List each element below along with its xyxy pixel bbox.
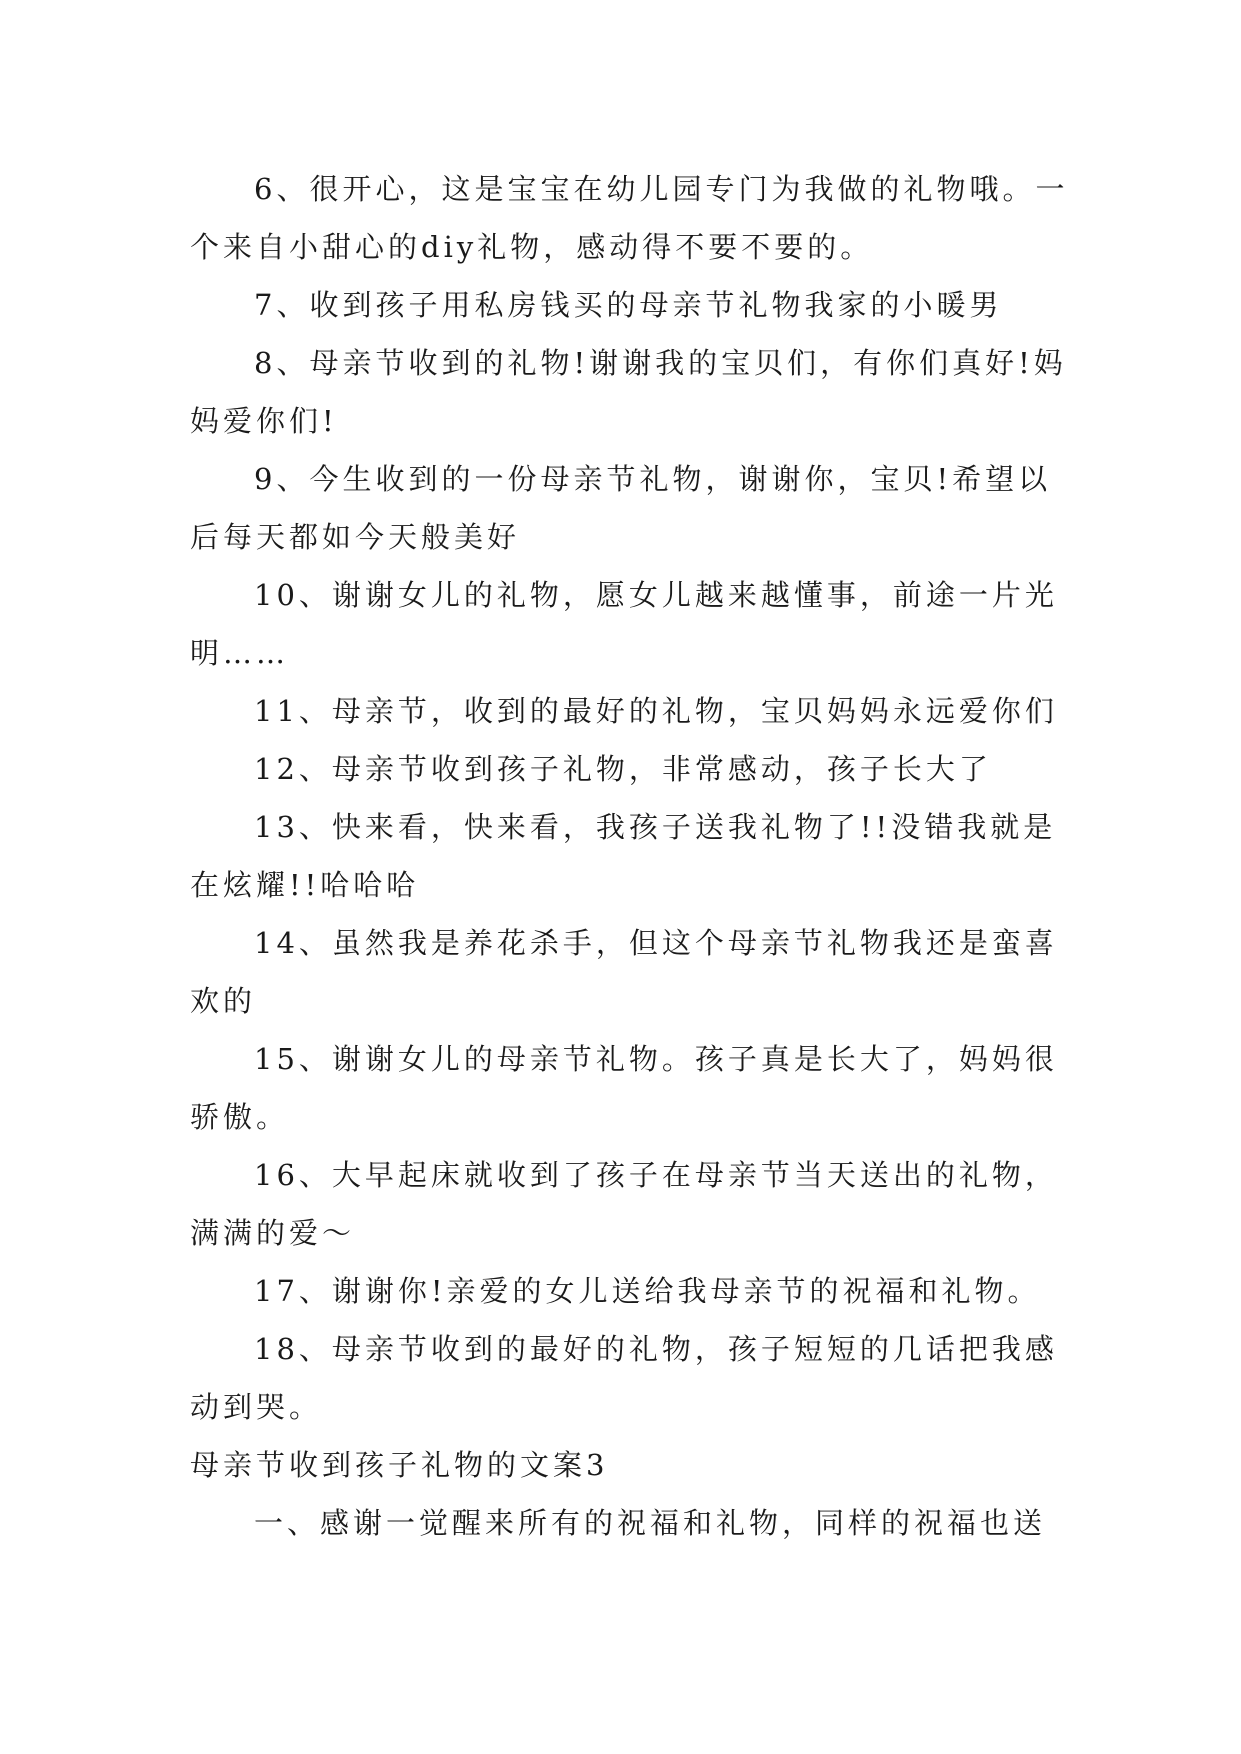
paragraph-7: 7、收到孩子用私房钱买的母亲节礼物我家的小暖男: [254, 288, 1003, 322]
paragraph-12: 12、母亲节收到孩子礼物，非常感动，孩子长大了: [254, 752, 992, 786]
paragraph-9: 9、今生收到的一份母亲节礼物，谢谢你，宝贝!希望以后每天都如今天般美好: [190, 462, 1052, 554]
document-body: [190, 160, 1070, 1552]
paragraph-6: 6、很开心，这是宝宝在幼儿园专门为我做的礼物哦。一个来自小甜心的diy礼物，感动得不要不要的。: [190, 172, 1069, 264]
paragraph-18: 18、母亲节收到的最好的礼物，孩子短短的几话把我感动到哭。: [190, 1332, 1058, 1424]
paragraph-14: 14、虽然我是养花杀手，但这个母亲节礼物我还是蛮喜欢的: [190, 926, 1058, 1018]
section-heading: 母亲节收到孩子礼物的文案3: [190, 1448, 609, 1482]
paragraph-11: 11、母亲节，收到的最好的礼物，宝贝妈妈永远爱你们: [254, 694, 1058, 728]
paragraph-17: 17、谢谢你!亲爱的女儿送给我母亲节的祝福和礼物。: [254, 1274, 1041, 1308]
paragraph-13: 13、快来看，快来看，我孩子送我礼物了!!没错我就是在炫耀!!哈哈哈: [190, 810, 1057, 902]
paragraph-16: 16、大早起床就收到了孩子在母亲节当天送出的礼物，满满的爱～: [190, 1158, 1058, 1250]
paragraph-10: 10、谢谢女儿的礼物，愿女儿越来越懂事，前途一片光明……: [190, 578, 1058, 670]
paragraph-15: 15、谢谢女儿的母亲节礼物。孩子真是长大了，妈妈很骄傲。: [190, 1042, 1058, 1134]
paragraph-section3-1: 一、感谢一觉醒来所有的祝福和礼物，同样的祝福也送: [254, 1506, 1047, 1540]
paragraph-8: 8、母亲节收到的礼物!谢谢我的宝贝们，有你们真好!妈妈爱你们!: [190, 346, 1067, 438]
